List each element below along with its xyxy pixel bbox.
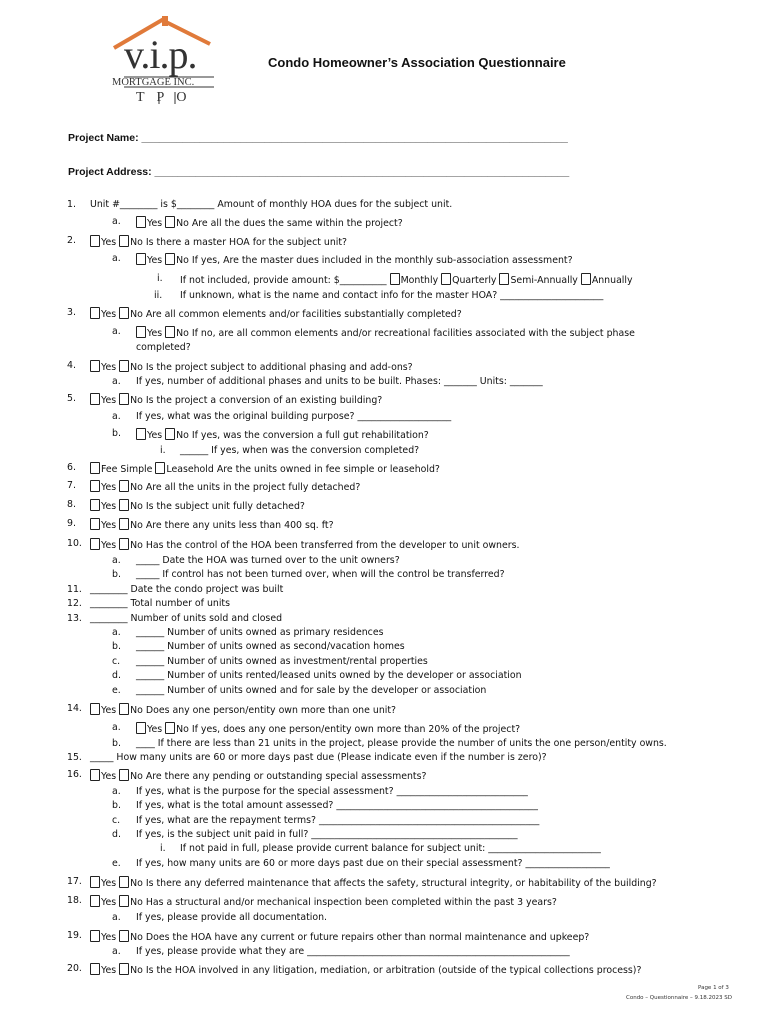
question-text: If yes, what is the purpose for the special assessment? ____________________________	[136, 786, 528, 797]
question-text: Are all the units in the project fully detached?	[145, 482, 361, 493]
question-text: ______ Number of units owned as second/vacation homes	[136, 641, 405, 652]
checkbox[interactable]	[90, 538, 100, 550]
question-body	[90, 393, 382, 407]
checkbox-label: No	[130, 932, 143, 943]
question-text: Are there any units less than 400 sq. ft?	[145, 520, 334, 531]
question-body	[180, 843, 601, 855]
question-body	[90, 307, 462, 321]
checkbox-label: Leasehold	[166, 464, 214, 475]
question-text: ______ If yes, when was the conversion completed?	[180, 445, 420, 456]
question-text: Does the HOA have any current or future repairs other than normal maintenance and upkeep?	[145, 932, 590, 943]
checkbox[interactable]	[165, 722, 175, 734]
sub-label: d.	[112, 670, 121, 681]
checkbox-label: Yes	[101, 705, 117, 716]
question-body	[90, 235, 347, 249]
question-text: Does any one person/entity own more than one unit?	[145, 705, 397, 716]
sub-label: b.	[112, 800, 121, 811]
question-number: 4.	[67, 360, 76, 371]
checkbox-label: Yes	[101, 540, 117, 551]
checkbox-label: No	[176, 218, 189, 229]
question-body	[90, 769, 426, 783]
question-body	[136, 786, 528, 798]
checkbox-label: No	[130, 362, 143, 373]
logo	[104, 14, 224, 108]
question-text: If yes, please provide what they are ________________________________________________________	[136, 946, 570, 957]
checkbox[interactable]	[90, 360, 100, 372]
checkbox-label: Yes	[101, 897, 117, 908]
sub-label: c.	[112, 656, 121, 667]
question-text: If yes, what are the repayment terms? _______________________________________________	[136, 815, 540, 826]
checkbox-label: No	[176, 724, 189, 735]
checkbox[interactable]	[90, 876, 100, 888]
sub-label: a.	[112, 627, 121, 638]
question-body	[90, 462, 440, 476]
question-number: 9.	[67, 518, 76, 529]
checkbox[interactable]	[119, 963, 129, 975]
checkbox[interactable]	[499, 273, 509, 285]
sub-label: a.	[112, 786, 121, 797]
checkbox[interactable]	[90, 393, 100, 405]
question-body	[90, 480, 360, 494]
question-text: Are all the dues the same within the project?	[191, 218, 403, 229]
question-body	[136, 685, 486, 697]
logo-brand: MORTGAGE INC.	[112, 77, 195, 88]
question-body	[136, 569, 505, 581]
checkbox-label: Yes	[101, 362, 117, 373]
checkbox-label: No	[130, 501, 143, 512]
checkbox[interactable]	[136, 326, 146, 338]
question-text: ________ Date the condo project was built	[90, 584, 284, 595]
question-text: If yes, Are the master dues included in the monthly sub-association assessment?	[191, 255, 573, 266]
checkbox[interactable]	[165, 253, 175, 265]
question-body	[90, 199, 452, 211]
question-body	[90, 963, 641, 977]
sub-label: d.	[112, 829, 121, 840]
question-body	[136, 858, 610, 870]
question-body	[90, 499, 305, 513]
question-number: 13.	[67, 613, 82, 624]
question-body	[90, 876, 657, 890]
checkbox-label: No	[130, 520, 143, 531]
sub-label: b.	[112, 569, 121, 580]
question-body	[180, 273, 633, 287]
question-body	[136, 670, 522, 682]
question-text: Are the units owned in fee simple or leasehold?	[216, 464, 440, 475]
sub-label: i.	[160, 843, 166, 854]
question-text: If yes, what was the original building purpose? ____________________	[136, 411, 452, 422]
checkbox-label: No	[130, 395, 143, 406]
question-text: ________ Total number of units	[90, 598, 230, 609]
question-text: If not paid in full, please provide current balance for subject unit: ________________________	[180, 843, 601, 854]
question-text: If yes, is the subject unit paid in full? ____________________________________________	[136, 829, 518, 840]
sub-label: i.	[160, 445, 166, 456]
question-body	[136, 738, 667, 750]
checkbox-label: No	[176, 328, 189, 339]
checkbox-label: No	[130, 482, 143, 493]
sub-label: a.	[112, 376, 121, 387]
checkbox[interactable]	[119, 235, 129, 247]
checkbox[interactable]	[90, 462, 100, 474]
question-body	[90, 360, 413, 374]
question-text: _____ How many units are 60 or more days past due (Please indicate even if the number is zero)?	[90, 752, 547, 763]
question-text: Is the project a conversion of an existing building?	[145, 395, 383, 406]
checkbox-label: No	[130, 897, 143, 908]
question-text: ____ If there are less than 21 units in the project, please provide the number of units the one person/entity owns.	[136, 738, 667, 749]
question-number: 19.	[67, 930, 82, 941]
question-number: 16.	[67, 769, 82, 780]
question-body	[136, 800, 538, 812]
checkbox[interactable]	[119, 930, 129, 942]
checkbox[interactable]	[90, 895, 100, 907]
checkbox[interactable]	[165, 326, 175, 338]
checkbox[interactable]	[119, 499, 129, 511]
question-body	[90, 752, 547, 764]
question-text: ________ Number of units sold and closed	[90, 613, 283, 624]
checkbox[interactable]	[119, 538, 129, 550]
checkbox-label: Yes	[101, 771, 117, 782]
question-body	[90, 598, 230, 610]
question-text: completed?	[136, 342, 191, 353]
checkbox-label: No	[176, 430, 189, 441]
question-text: If unknown, what is the name and contact info for the master HOA? ______________________	[180, 290, 604, 301]
checkbox[interactable]	[119, 895, 129, 907]
question-body	[180, 290, 603, 302]
checkbox-label: Semi-Annually	[510, 275, 578, 286]
question-body	[136, 641, 405, 653]
checkbox-label: No	[130, 237, 143, 248]
checkbox[interactable]	[90, 518, 100, 530]
logo-sub: TPO	[136, 90, 199, 105]
checkbox-label: Monthly	[400, 275, 439, 286]
checkbox-label: No	[130, 540, 143, 551]
checkbox-label: Yes	[101, 878, 117, 889]
checkbox[interactable]	[90, 235, 100, 247]
question-text: Is there a master HOA for the subject unit?	[145, 237, 348, 248]
sub-label: i.	[157, 273, 163, 284]
checkbox[interactable]	[136, 722, 146, 734]
question-text: If yes, please provide all documentation.	[136, 912, 328, 923]
question-text: ______ Number of units rented/leased units owned by the developer or association	[136, 670, 522, 681]
checkbox[interactable]	[165, 216, 175, 228]
checkbox[interactable]	[155, 462, 165, 474]
checkbox[interactable]	[136, 216, 146, 228]
checkbox-label: Yes	[147, 724, 163, 735]
question-body	[136, 722, 520, 736]
question-text: _____ If control has not been turned over, when will the control be transferred?	[136, 569, 505, 580]
question-body	[136, 428, 429, 442]
question-number: 1.	[67, 199, 76, 210]
footer-page: Page 1 of 3	[698, 985, 729, 991]
question-text: ______ Number of units owned and for sale by the developer or association	[136, 685, 487, 696]
checkbox-label: No	[130, 965, 143, 976]
sub-label: e.	[112, 685, 121, 696]
question-number: 10.	[67, 538, 82, 549]
checkbox-label: No	[130, 771, 143, 782]
question-text: If yes, was the conversion a full gut rehabilitation?	[191, 430, 429, 441]
checkbox-label: No	[130, 705, 143, 716]
checkbox-label: No	[130, 878, 143, 889]
checkbox[interactable]	[390, 273, 400, 285]
checkbox-label: Yes	[147, 328, 163, 339]
checkbox-label: Yes	[101, 482, 117, 493]
checkbox-label: Annually	[591, 275, 633, 286]
sub-label: a.	[112, 555, 121, 566]
question-number: 2.	[67, 235, 76, 246]
question-text: ______ Number of units owned as investment/rental properties	[136, 656, 428, 667]
checkbox[interactable]	[119, 769, 129, 781]
sub-label: b.	[112, 738, 121, 749]
question-text: Are there any pending or outstanding special assessments?	[145, 771, 427, 782]
question-number: 8.	[67, 499, 76, 510]
sub-label: c.	[112, 815, 121, 826]
checkbox[interactable]	[165, 428, 175, 440]
question-text: Are all common elements and/or facilities substantially completed?	[145, 309, 462, 320]
question-text: Is the project subject to additional phasing and add-ons?	[145, 362, 413, 373]
question-body	[136, 376, 543, 388]
logo-mark: v.i.p.	[124, 32, 197, 77]
checkbox[interactable]	[90, 499, 100, 511]
question-text: If yes, number of additional phases and units to be built. Phases: _______ Units: _______	[136, 376, 543, 387]
question-number: 6.	[67, 462, 76, 473]
checkbox-label: Yes	[101, 237, 117, 248]
checkbox[interactable]	[90, 930, 100, 942]
question-body	[90, 518, 334, 532]
question-body	[136, 627, 384, 639]
question-body	[136, 829, 518, 841]
checkbox-label: No	[176, 255, 189, 266]
checkbox-label: Yes	[101, 395, 117, 406]
footer-doc: Condo – Questionnaire – 9.18.2023 SD	[626, 995, 733, 1001]
question-number: 14.	[67, 703, 82, 714]
checkbox-label: Quarterly	[452, 275, 497, 286]
sub-label: a.	[112, 326, 121, 337]
question-text: If no, are all common elements and/or recreational facilities associated with the subject phase	[191, 328, 635, 339]
question-number: 7.	[67, 480, 76, 491]
question-body	[136, 815, 539, 827]
question-body	[180, 445, 419, 457]
checkbox-label: Yes	[101, 932, 117, 943]
sub-label: a.	[112, 946, 121, 957]
checkbox-label: No	[130, 309, 143, 320]
question-number: 15.	[67, 752, 82, 763]
question-number: 5.	[67, 393, 76, 404]
project-name-field[interactable]: Project Name: _________________________________________________________________________	[68, 132, 568, 144]
question-number: 11.	[67, 584, 82, 595]
sub-label: a.	[112, 253, 121, 264]
question-text: If yes, how many units are 60 or more days past due on their special assessment? __________________	[136, 858, 610, 869]
question-number: 3.	[67, 307, 76, 318]
checkbox[interactable]	[119, 360, 129, 372]
checkbox[interactable]	[90, 703, 100, 715]
question-text: _____ Date the HOA was turned over to the unit owners?	[136, 555, 400, 566]
checkbox[interactable]	[441, 273, 451, 285]
checkbox[interactable]	[90, 769, 100, 781]
checkbox-label: Yes	[147, 255, 163, 266]
checkbox[interactable]	[90, 480, 100, 492]
checkbox-label: Yes	[101, 501, 117, 512]
checkbox[interactable]	[581, 273, 591, 285]
question-body	[136, 253, 573, 267]
checkbox[interactable]	[119, 307, 129, 319]
checkbox[interactable]	[136, 428, 146, 440]
question-body	[136, 216, 403, 230]
sub-label: b.	[112, 641, 121, 652]
question-body	[90, 930, 589, 944]
question-text: If yes, what is the total amount assessed? ___________________________________________	[136, 800, 538, 811]
checkbox[interactable]	[119, 876, 129, 888]
question-number: 17.	[67, 876, 82, 887]
checkbox-label: Yes	[147, 430, 163, 441]
question-text: ______ Number of units owned as primary residences	[136, 627, 384, 638]
question-body	[136, 555, 400, 567]
sub-label: e.	[112, 858, 121, 869]
sub-label: b.	[112, 428, 121, 439]
checkbox[interactable]	[136, 253, 146, 265]
question-body	[136, 342, 191, 354]
question-number: 12.	[67, 598, 82, 609]
question-body	[90, 584, 283, 596]
checkbox-label: Yes	[101, 965, 117, 976]
checkbox-label: Fee Simple	[101, 464, 153, 475]
question-text: Has the control of the HOA been transferred from the developer to unit owners.	[145, 540, 520, 551]
checkbox[interactable]	[90, 963, 100, 975]
question-number: 20.	[67, 963, 82, 974]
question-text: If yes, does any one person/entity own more than 20% of the project?	[191, 724, 521, 735]
question-body	[136, 411, 451, 423]
page-title: Condo Homeowner’s Association Questionnaire	[268, 55, 566, 70]
question-body	[90, 895, 557, 909]
question-body	[136, 326, 635, 340]
question-number: 18.	[67, 895, 82, 906]
question-text: Is the HOA involved in any litigation, mediation, or arbitration (outside of the typical collections process)?	[145, 965, 642, 976]
question-body	[90, 538, 519, 552]
checkbox-label: Yes	[101, 520, 117, 531]
question-text: Unit #________ is $________ Amount of monthly HOA dues for the subject unit.	[90, 199, 453, 210]
sub-label: a.	[112, 912, 121, 923]
project-address-field[interactable]: Project Address: _______________________________________________________________________	[68, 166, 570, 178]
sub-label: ii.	[154, 290, 163, 301]
checkbox[interactable]	[90, 307, 100, 319]
sub-label: a.	[112, 722, 121, 733]
checkbox-label: Yes	[101, 309, 117, 320]
question-body	[136, 946, 570, 958]
question-text: If not included, provide amount: $__________	[180, 275, 387, 286]
checkbox-label: Yes	[147, 218, 163, 229]
checkbox[interactable]	[119, 480, 129, 492]
checkbox[interactable]	[119, 703, 129, 715]
checkbox[interactable]	[119, 518, 129, 530]
question-body	[136, 656, 428, 668]
question-body	[90, 703, 396, 717]
checkbox[interactable]	[119, 393, 129, 405]
question-body	[90, 613, 282, 625]
question-text: Is there any deferred maintenance that affects the safety, structural integrity, or habitability of the building?	[145, 878, 657, 889]
sub-label: a.	[112, 411, 121, 422]
sub-label: a.	[112, 216, 121, 227]
question-body	[136, 912, 327, 924]
question-text: Has a structural and/or mechanical inspection been completed within the past 3 years?	[145, 897, 557, 908]
question-text: Is the subject unit fully detached?	[145, 501, 305, 512]
